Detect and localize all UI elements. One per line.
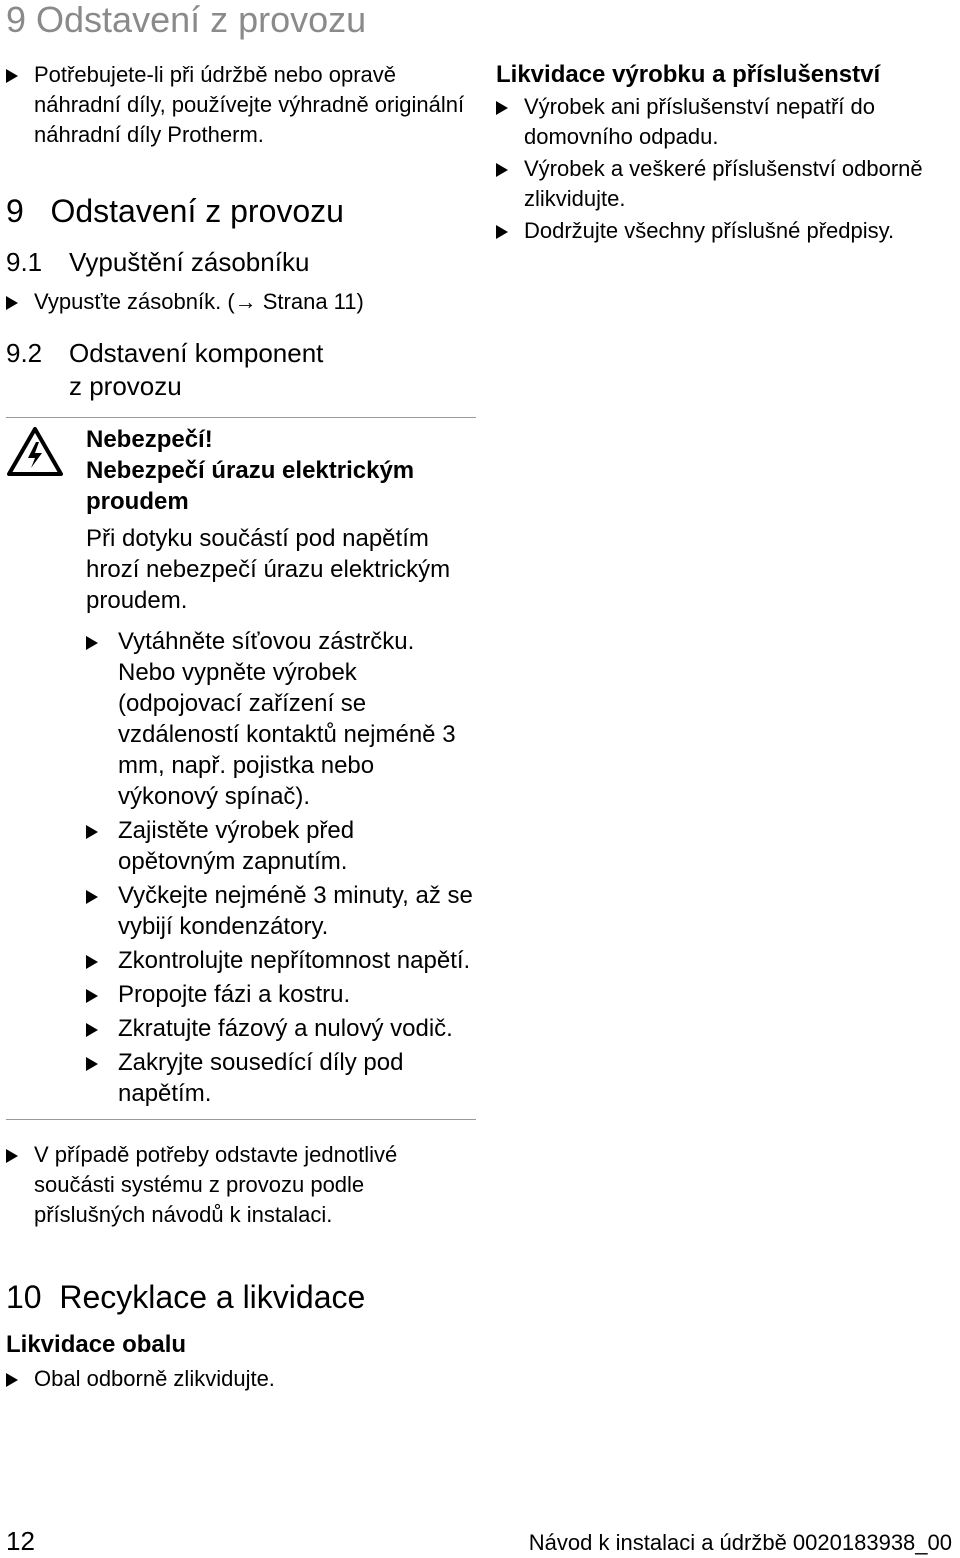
product-disposal-bullet: Výrobek ani příslušenství nepatří do domovního odpadu. (496, 92, 956, 152)
warning-steps (86, 626, 476, 1109)
electrical-hazard-icon (6, 426, 64, 478)
chapter-10-heading: 10 Recyklace a likvidace (6, 1279, 366, 1315)
bullet-arrow-icon (496, 101, 508, 115)
warning-step: Propojte fázi a kostru. (86, 979, 476, 1010)
bullet-arrow-icon (6, 296, 18, 310)
warning-step: Zakryjte sousedící díly pod napětím. (86, 1047, 476, 1109)
bullet-arrow-icon (86, 636, 98, 650)
packaging-disposal-heading: Likvidace obalu (6, 1331, 187, 1358)
warning-step: Vyčkejte nejméně 3 minuty, až se vybijí kondenzátory. (86, 880, 476, 942)
warning-step: Zkratujte fázový a nulový vodič. (86, 1013, 476, 1044)
bullet-arrow-icon (6, 1149, 18, 1163)
right-column (496, 60, 956, 246)
section-9-2-heading: 9.2 Odstavení komponent z provozu (6, 338, 324, 401)
bullet-arrow-icon (86, 825, 98, 839)
warning-step: Zajistěte výrobek před opětovným zapnutím. (86, 815, 476, 877)
danger-warning-box (6, 417, 476, 1120)
after-warning-bullet: V případě potřeby odstavte jednotlivé součásti systému z provozu podle příslušných návodů k instalaci. (6, 1140, 454, 1230)
product-disposal-bullet: Dodržujte všechny příslušné předpisy. (496, 216, 956, 246)
document-info: Návod k instalaci a údržbě 0020183938_00 (528, 1530, 952, 1555)
product-disposal-heading: Likvidace výrobku a příslušenství (496, 61, 881, 88)
bullet-arrow-icon (86, 955, 98, 969)
bullet-arrow-icon (86, 1023, 98, 1037)
bullet-arrow-icon (86, 1057, 98, 1071)
warning-title: Nebezpečí úrazu elektrickým proudem (86, 457, 415, 515)
section-9-1-bullet: Vypusťte zásobník. (→ Strana 11) (6, 287, 476, 317)
bullet-arrow-icon (496, 163, 508, 177)
section-9-1-heading: 9.1 Vypuštění zásobníku (6, 247, 310, 277)
bullet-arrow-icon (6, 1373, 18, 1387)
bullet-arrow-icon (6, 69, 18, 83)
bullet-arrow-icon (86, 989, 98, 1003)
bullet-arrow-icon (86, 890, 98, 904)
page-number: 12 (6, 1526, 35, 1556)
packaging-disposal-bullet: Obal odborně zlikvidujte. (6, 1364, 476, 1394)
intro-bullet: Potřebujete-li při údržbě nebo opravě náhradní díly, používejte výhradně originální náhradní díly Protherm. (6, 60, 474, 150)
warning-step: Vytáhněte síťovou zástrčku. Nebo vypněte výrobek (odpojovací zařízení se vzdáleností kontaktů nejméně 3 mm, např. pojistka nebo výkonový spínač). (86, 626, 476, 812)
warning-signal-word: Nebezpečí! (86, 426, 213, 453)
warning-text: Při dotyku součástí pod napětím hrozí nebezpečí úrazu elektrickým proudem. (86, 525, 451, 614)
running-header: 9 Odstavení z provozu (6, 0, 367, 40)
left-column (6, 60, 476, 1394)
product-disposal-bullet: Výrobek a veškeré příslušenství odborně zlikvidujte. (496, 154, 924, 214)
chapter-9-heading: 9 Odstavení z provozu (6, 193, 344, 229)
warning-step: Zkontrolujte nepřítomnost napětí. (86, 945, 476, 976)
bullet-arrow-icon (496, 225, 508, 239)
